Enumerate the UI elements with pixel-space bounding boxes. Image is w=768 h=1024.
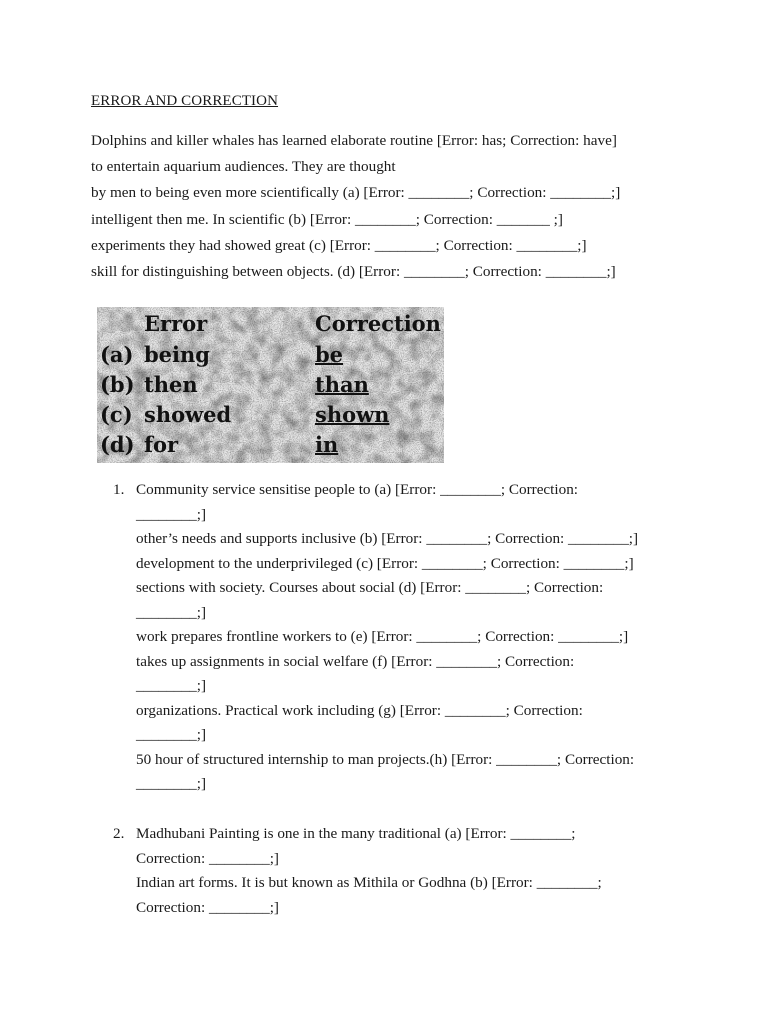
example-line: skill for distinguishing between objects. (d) [Error: ________; Correction: ________;] [91, 263, 616, 281]
correction-word: shown [315, 402, 390, 427]
question-line: organizations. Practical work including (g) [Error: ________; Correction: [136, 701, 583, 719]
row-label: (d) [100, 432, 135, 457]
correction-word: be [315, 342, 344, 367]
question-line: development to the underprivileged (c) [Error: ________; Correction: ________;] [136, 554, 634, 572]
example-line: experiments they had showed great (c) [Error: ________; Correction: ________;] [91, 236, 587, 254]
question-line: sections with society. Courses about social (d) [Error: ________; Correction: [136, 579, 604, 596]
example-line: by men to being even more scientifically (a) [Error: ________; Correction: ________;] [91, 184, 621, 202]
question-line: Correction: ________;] [136, 898, 279, 916]
example-paragraph [91, 128, 711, 285]
question-number: 1. [113, 481, 125, 498]
question-line: ________;] [136, 677, 207, 694]
page-title: ERROR AND CORRECTION [91, 93, 279, 109]
question-line: ________;] [136, 726, 207, 743]
question-line: ________;] [136, 775, 207, 792]
question-text [136, 478, 696, 797]
correction-column-header: Correction [315, 311, 441, 336]
question-line: Correction: ________;] [136, 849, 279, 867]
question-line: Community service sensitise people to (a) [Error: ________; Correction: [136, 481, 579, 498]
scanned-answer-table [97, 307, 444, 463]
question-line: ________;] [136, 603, 207, 621]
question-line: other’s needs and supports inclusive (b) [Error: ________; Correction: ________;] [136, 530, 639, 547]
correction-word: than [315, 372, 369, 397]
example-line: Dolphins and killer whales has learned elaborate routine [Error: has; Correction: have] [91, 132, 617, 149]
answer-grid [97, 307, 444, 463]
error-column-header: Error [144, 311, 208, 336]
error-word: being [144, 342, 210, 367]
question-number: 2. [113, 825, 125, 842]
error-word: then [144, 372, 198, 397]
question-text [136, 822, 696, 920]
example-line: to entertain aquarium audiences. They are thought [91, 158, 396, 176]
error-word: showed [144, 402, 232, 427]
question-line: Indian art forms. It is but known as Mithila or Godhna (b) [Error: ________; [136, 874, 602, 891]
row-label: (a) [100, 342, 134, 367]
question-line: work prepares frontline workers to (e) [Error: ________; Correction: ________;] [136, 628, 629, 645]
correction-word: in [315, 432, 339, 457]
row-label: (c) [100, 402, 133, 427]
question-line: takes up assignments in social welfare (f) [Error: ________; Correction: [136, 652, 575, 670]
question-line: Madhubani Painting is one in the many traditional (a) [Error: ________; [136, 825, 576, 842]
question-line: 50 hour of structured internship to man projects.(h) [Error: ________; Correction: [136, 750, 635, 768]
error-word: for [144, 432, 179, 457]
row-label: (b) [100, 372, 135, 397]
example-line: intelligent then me. In scientific (b) [Error: ________; Correction: _______ ;] [91, 210, 563, 228]
question-line: ________;] [136, 505, 207, 523]
